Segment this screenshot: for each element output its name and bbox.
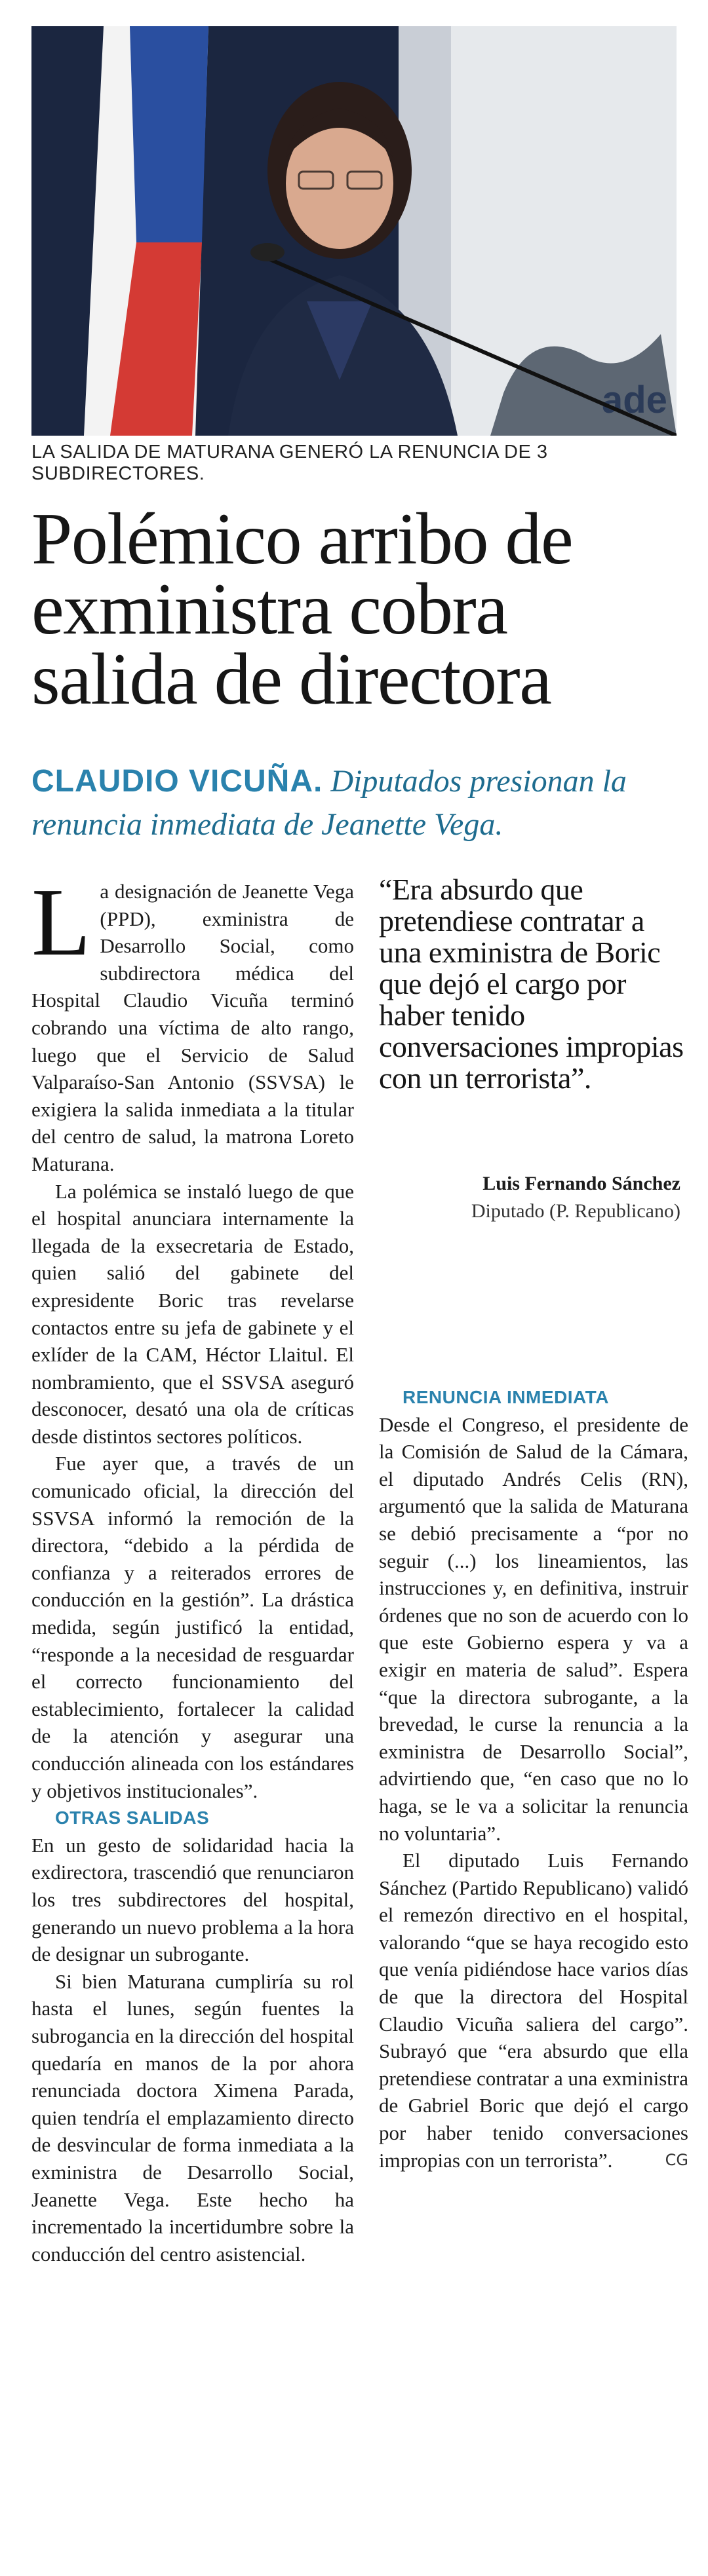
kicker-location: CLAUDIO VICUÑA. <box>31 764 323 799</box>
quote-author: Luis Fernando Sánchez <box>482 1173 680 1194</box>
article-paragraph-6: Desde el Congreso, el presidente de la Comisión de Salud de la Cámara, el diputado Andrés Celis (RN), argumentó que la salida de Maturana se debió precisamente a “por no seguir (...) los lineamientos, las instrucciones y, en definitiva, instruir órdenes que no son de acuerdo con lo que este Gobierno espera y va a exigir en materia de salud”. Espera “que la directora subrogante, a la brevedad, le curse la renuncia a la exministra de Desarrollo Social”, advirtiendo que, “en caso que no lo haga, se le va a solicitar la renuncia no voluntaria”. <box>379 1412 688 1845</box>
kicker-deck: Diputados presionan la renuncia inmediata de Jeanette Vega. <box>31 764 627 842</box>
article-paragraph-5: Si bien Maturana cumpliría su rol hasta el lunes, según fuentes la subrogancia en la dirección del hospital quedaría en manos de la por ahora renunciada doctora Ximena Parada, quien tendría el emplazamiento directo de desvincular de forma inmediata a la exministra de Desarrollo Social, Jeanette Vega. Este hecho ha incrementado la incertidumbre sobre la conducción del centro asistencial. <box>31 1969 354 2265</box>
headline: Polémico arribo de exministra cobra salida de directora <box>31 499 573 720</box>
article-paragraph-2: La polémica se instaló luego de que el hospital anunciara internamente la llegada de la exsecretaria de Estado, quien salió del gabinete del expresidente Boric tras revelarse contactos entre su jefa de gabinete y el exlíder de la CAM, Héctor Llaitul. El nombramiento, que el SSVSA aseguró desconocer, desató una ola de críticas desde distintos sectores políticos. <box>31 1179 354 1448</box>
svg-text:ade: ade <box>602 379 667 421</box>
kicker <box>31 760 680 846</box>
subhead-otras-salidas: OTRAS SALIDAS <box>55 1808 210 1828</box>
drop-cap: L <box>31 869 91 976</box>
article-photo <box>31 26 677 436</box>
photo-caption: LA SALIDA DE MATURANA GENERÓ LA RENUNCIA DE 3 SUBDIRECTORES. <box>31 442 548 484</box>
article-paragraph-4: En un gesto de solidaridad hacia la exdirectora, trascendió que renunciaron los tres subdirectores del hospital, generando un nuevo problema a la hora de designar un subrogante. <box>31 1833 354 1966</box>
article-paragraph-3: Fue ayer que, a través de un comunicado oficial, la dirección del SSVSA informó la remoción de la directora, “debido a la pérdida de confianza y a reiterados errores de conducción en la gestión”. La drástica medida, según justificó la entidad, “responde a la necesidad de resguardar el correcto funcionamiento del establecimiento, fortalecer la calidad de la atención y asegurar una conducción alineada con los estándares y objetivos institucionales”. <box>31 1452 354 1802</box>
article-column-1 <box>31 869 354 2267</box>
pull-quote: “Era absurdo que pretendiese contratar a una exministra de Boric que dejó el cargo por haber tenido conversaciones impropias con un terrorista”. <box>379 873 684 1095</box>
subhead-renuncia-inmediata: RENUNCIA INMEDIATA <box>403 1387 609 1407</box>
article-paragraph-7: El diputado Luis Fernando Sánchez (Partido Republicano) validó el remezón directivo en el hospital, valorando “que se haya recogido esto que venía pidiéndose hace varios días de que la directora del Hospital Claudio Vicuña saliera del cargo”. Subrayó que “era absurdo que ella pretendiese contratar a una exministra de Gabriel Boric que dejó el cargo por haber tenido conversaciones impropias con un terrorista”. CG <box>379 1847 688 2174</box>
speaker-photo-icon <box>31 26 677 436</box>
article-paragraph-1: La designación de Jeanette Vega (PPD), exministra de Desarrollo Social, como subdirectora médica del Hospital Claudio Vicuña terminó cobrando una víctima de alto rango, luego que el Servicio de Salud Valparaíso-San Antonio (SSVSA) le exigiera la salida inmediata a la titular del centro de salud, la matrona Loreto Maturana. <box>31 869 354 1175</box>
article-column-2 <box>379 1384 688 2174</box>
quote-author-role: Diputado (P. Republicano) <box>471 1200 680 1222</box>
end-mark-icon: CG <box>665 2150 688 2169</box>
